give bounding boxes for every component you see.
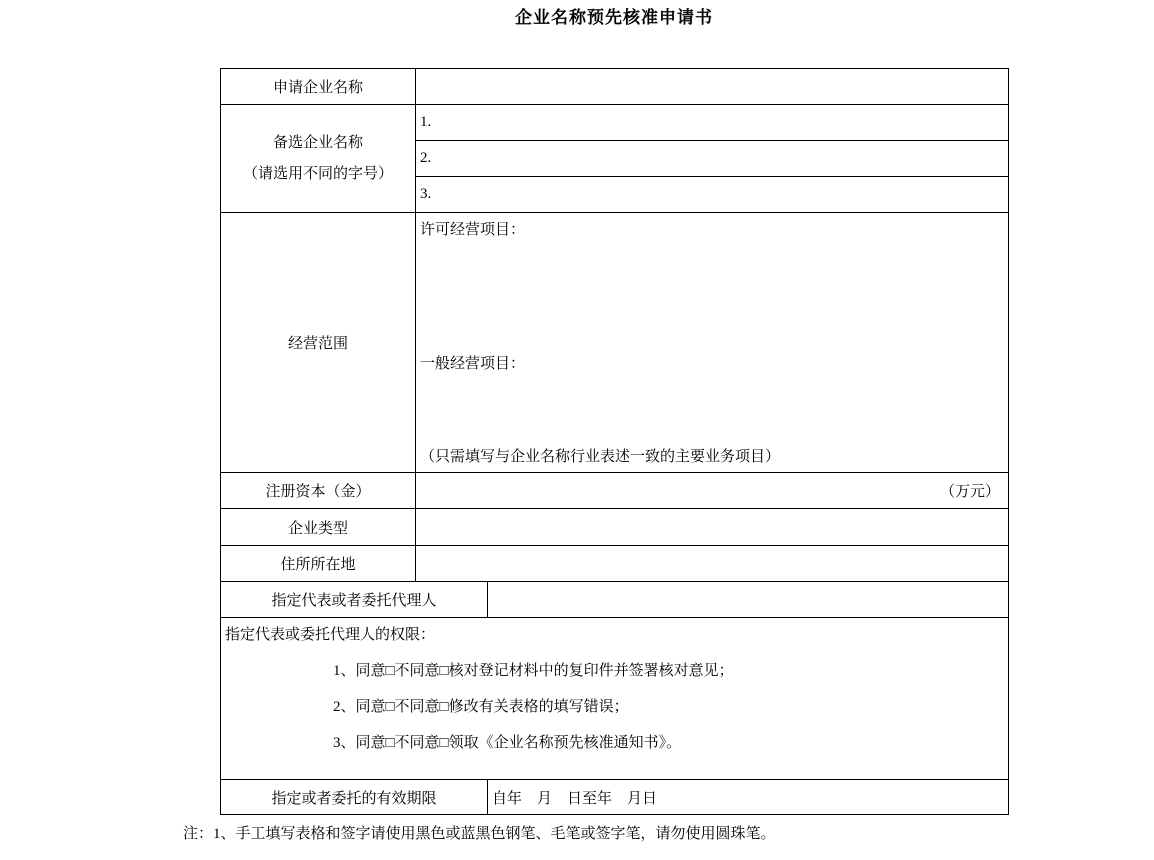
applied-name-label: 申请企业名称 [221,69,416,105]
business-scope-label: 经营范围 [221,213,416,473]
authority-item-1: 1、同意□不同意□核对登记材料中的复印件并签署核对意见； [333,663,734,679]
alternative-name-2-input-cell[interactable]: 2. [416,141,1009,177]
application-form-table [220,68,1009,815]
authority-cell [221,618,1009,780]
authority-item-3: 3、同意□不同意□领取《企业名称预先核准通知书》。 [333,735,682,751]
alternative-names-label-line1: 备选企业名称 [272,134,363,151]
alternative-names-label [221,105,416,213]
registered-capital-row [221,473,1009,509]
domicile-row [221,546,1009,582]
enterprise-type-label: 企业类型 [221,509,416,546]
registered-capital-input-cell[interactable] [416,473,1009,509]
domicile-label: 住所所在地 [221,546,416,582]
validity-label: 指定或者委托的有效期限 [221,780,488,815]
registered-capital-unit: （万元） [939,484,1000,500]
authority-header: 指定代表或委托代理人的权限： [225,627,436,643]
applied-name-input-cell[interactable] [416,69,1009,105]
licensed-items-caption: 许可经营项目： [420,222,526,238]
alternative-name-3-input-cell[interactable]: 3. [416,177,1009,213]
alternative-name-row-1 [221,105,1009,141]
alternative-name-1-input-cell[interactable]: 1. [416,105,1009,141]
representative-label: 指定代表或者委托代理人 [221,582,488,618]
registered-capital-label: 注册资本（金） [221,473,416,509]
authority-item-2: 2、同意□不同意□修改有关表格的填写错误； [333,699,629,715]
representative-row [221,582,1009,618]
business-scope-input-cell[interactable] [416,213,1009,473]
business-scope-hint: （只需填写与企业名称行业表述一致的主要业务项目） [420,449,781,465]
authority-row [221,618,1009,780]
business-scope-row [221,213,1009,473]
applied-name-row [221,69,1009,105]
alternative-names-label-line2: （请选用不同的字号） [242,165,393,182]
enterprise-type-row [221,509,1009,546]
general-items-caption: 一般经营项目： [420,356,526,372]
domicile-input-cell[interactable] [416,546,1009,582]
footnote: 注：1、手工填写表格和签字请使用黑色或蓝黑色钢笔、毛笔或签字笔，请勿使用圆珠笔。 [183,826,776,842]
representative-input-cell[interactable] [488,582,1009,618]
validity-row [221,780,1009,815]
validity-input-cell[interactable]: 自年 月 日至年 月日 [488,780,1009,815]
page-title: 企业名称预先核准申请书 [515,8,713,27]
enterprise-type-input-cell[interactable] [416,509,1009,546]
